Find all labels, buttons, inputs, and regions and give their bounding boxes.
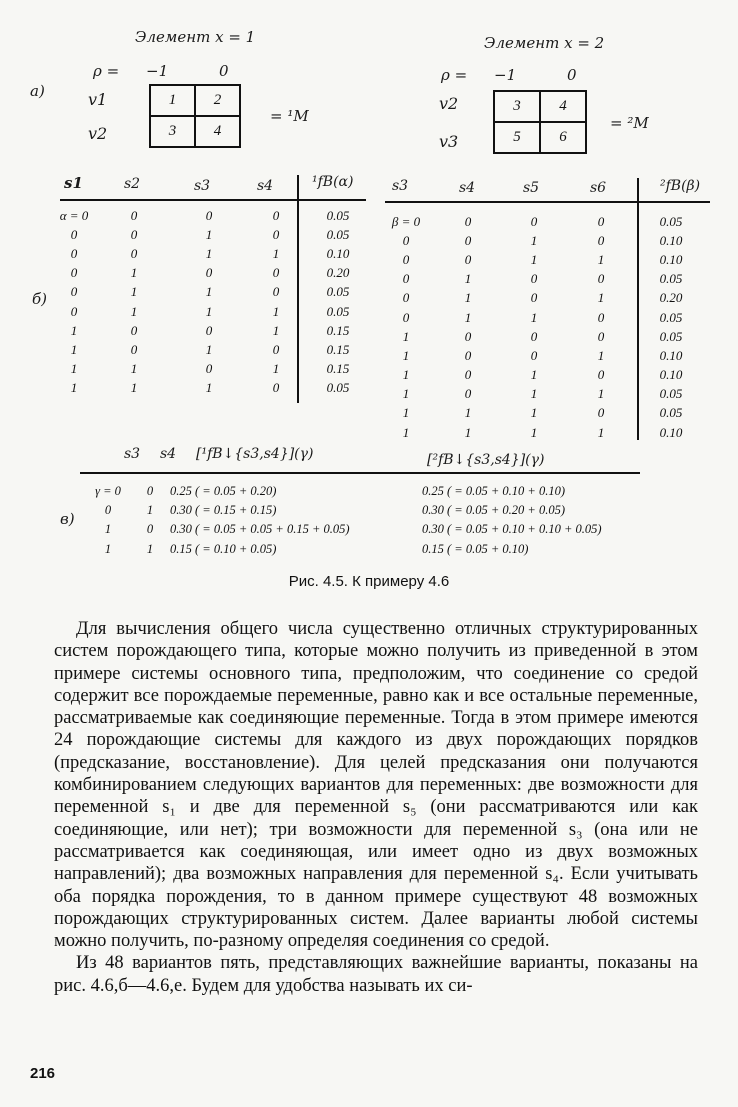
table-cell: 1 [402,328,410,344]
table-row [54,340,368,359]
table-cell: 0 [70,245,78,261]
table-cell: 0 [597,405,605,421]
element2-title: Элемент x = 2 [484,34,605,52]
table-cell: 0 [130,226,138,242]
table-cell: 1 [597,424,605,440]
table-cell: 1 [70,341,78,357]
element1-mask-equation: = ¹M [270,107,309,125]
element1-col-head: 0 [219,62,229,80]
table-row [376,346,708,365]
table-cell: 0.15 ( = 0.05 + 0.10) [422,541,529,556]
mask-cell: 1 [150,85,195,116]
right-header-rule [385,201,710,203]
table-cell: 0 [205,265,213,281]
table-cell: 0.05 [326,380,350,396]
c-header-s3: s3 [124,446,141,462]
table-cell: 1 [597,290,605,306]
table-cell: 0 [272,380,280,396]
table-row [376,250,708,269]
table-row [54,379,368,398]
element1-row-head: v1 [88,90,108,109]
mask-cell: 6 [540,122,586,153]
table-cell: 0 [205,207,213,223]
table-cell: β = 0 [391,213,421,229]
table-cell: 0 [205,322,213,338]
part-b-label: б) [32,290,48,308]
part-a-label: а) [30,82,45,100]
table-cell: 0 [402,232,410,248]
table-row [376,289,708,308]
table-row [376,327,708,346]
table-cell: 1 [464,424,472,440]
table-cell: 1 [402,424,410,440]
table-cell: 1 [130,284,138,300]
table-cell: 0.10 [659,424,683,440]
table-cell: 0 [464,232,472,248]
table-cell: 0 [402,271,410,287]
table-cell: 1 [402,367,410,383]
table-cell: 0 [130,245,138,261]
table-row [376,423,708,442]
table-cell: 0.05 [659,213,683,229]
table-cell: 1 [402,347,410,363]
table-cell: 1 [205,341,213,357]
table-cell: α = 0 [59,207,89,223]
table-cell: 1 [146,503,154,518]
table-cell: 0.15 [326,341,350,357]
table-cell: 0.30 ( = 0.05 + 0.05 + 0.15 + 0.05) [170,522,350,537]
table-cell: 0 [597,213,605,229]
paragraph: Из 48 вариантов пять, представляющих важнейшие варианты, показаны на рис. 4.6,б—4.6,е. Будем для удобства называть их си- [54,953,698,996]
table-cell: 1 [530,367,538,383]
table-cell: 1 [464,405,472,421]
table-cell: 0.05 [326,284,350,300]
table-cell: 0 [70,226,78,242]
table-cell: 0 [130,322,138,338]
body-text [54,618,698,997]
table-cell: 1 [205,245,213,261]
left-header-f1: ¹fB(α) [312,174,354,190]
table-cell: 1 [205,303,213,319]
table-cell: 0 [146,522,154,537]
table-cell: γ = 0 [95,484,121,499]
table-cell: 0.15 [326,322,350,338]
table-cell: 0.15 [326,361,350,377]
table-cell: 1 [530,309,538,325]
table-row [376,385,708,404]
table-cell: 0 [464,367,472,383]
table-cell: 0.05 [659,386,683,402]
table-cell: 0 [597,309,605,325]
table-cell: 0.30 ( = 0.15 + 0.15) [170,503,277,518]
table-cell: 0.25 ( = 0.05 + 0.20) [170,484,277,499]
right-header-s6: s6 [590,180,607,196]
table-cell: 1 [402,405,410,421]
table-cell: 1 [146,541,154,556]
table-cell: 0.05 [659,309,683,325]
element2-row-head: v2 [439,94,459,113]
table-cell: 1 [530,232,538,248]
table-row [376,404,708,423]
left-header-rule [60,199,366,201]
table-cell: 1 [70,322,78,338]
table-cell: 1 [530,386,538,402]
table-row [54,225,368,244]
table-row [376,212,708,231]
table-cell: 0.10 [659,251,683,267]
table-cell: 1 [104,541,112,556]
table-cell: 1 [130,380,138,396]
left-header-s2: s2 [124,176,141,192]
table-row [54,283,368,302]
table-cell: 0.05 [659,328,683,344]
projection-table [86,482,646,559]
table-cell: 1 [272,361,280,377]
table-row [376,231,708,250]
table-cell: 0 [530,328,538,344]
table-cell: 1 [597,386,605,402]
c-header-proj1: [¹fB↓{s3,s4}](γ) [196,446,314,462]
paragraph: Для вычисления общего числа существенно отличных структурированных систем порождающего типа, которые можно получить из приведенной в этом примере системы основного типа, предположим, что соединение со средой содержит все порождаемые переменные, равно как и все остальные переменные, рассматриваемые как соединяющие переменные. Тогда в этом примере имеются 24 порождающие системы для каждого из двух порождающих порядков (предсказание, восстановление). Для целей предсказания они получаются комбинированием следующих вариантов для переменных: две возможности для переменной s₁ и две для переменной s₅ (они рассматриваются или как соединяющие, или нет); три возможности для переменной s₃ (она или не рассматривается как соединяющая, или имеет одно из двух возможных направлений); два возможных направления для переменной s₄. Если учитывать оба порядка порождения, то в данном примере существуют 48 возможных порождающих структурированных систем. Далее варианты любой системы можно получить, по-разному определяя соединения со средой. [54,619,698,952]
mask-cell: 4 [195,116,240,147]
table-row [54,264,368,283]
table-cell: 1 [130,361,138,377]
table-cell: 1 [530,405,538,421]
table-cell: 1 [597,251,605,267]
element1-row-head: v2 [88,124,108,143]
table-cell: 0 [402,290,410,306]
table-cell: 0.05 [326,207,350,223]
table-cell: 0 [530,213,538,229]
table-cell: 0 [272,207,280,223]
table-cell: 0 [130,341,138,357]
table-cell: 0.30 ( = 0.05 + 0.10 + 0.10 + 0.05) [422,522,602,537]
table-cell: 1 [530,424,538,440]
table-cell: 1 [597,347,605,363]
table-cell: 1 [205,380,213,396]
mask-cell: 3 [494,91,540,122]
table-cell: 0.05 [326,226,350,242]
table-cell: 1 [130,303,138,319]
element2-row-head: v3 [439,132,459,151]
table-row [54,244,368,263]
table-cell: 0 [464,251,472,267]
table-cell: 0 [530,347,538,363]
table-cell: 1 [464,290,472,306]
table-cell: 1 [464,271,472,287]
c-header-s4: s4 [160,446,177,462]
table-cell: 0.05 [659,405,683,421]
c-header-proj2: [²fB↓{s3,s4}](γ) [427,452,545,468]
table-cell: 1 [272,322,280,338]
table-row [54,321,368,340]
right-header-s3: s3 [392,178,409,194]
table-cell: 0 [272,226,280,242]
table-cell: 0 [597,232,605,248]
element1-mask-grid [149,84,241,148]
table-cell: 1 [104,522,112,537]
table-cell: 0 [464,328,472,344]
table-cell: 1 [205,226,213,242]
table-row [54,206,368,225]
table-cell: 0 [402,251,410,267]
right-header-s5: s5 [523,180,540,196]
mask-cell: 2 [195,85,240,116]
table-cell: 1 [130,265,138,281]
table-cell: 0.25 ( = 0.05 + 0.10 + 0.10) [422,484,566,499]
table-row [376,308,708,327]
table-cell: 0 [70,265,78,281]
page-number: 216 [30,1065,56,1082]
table-cell: 0.10 [659,367,683,383]
table-row [54,302,368,321]
table-cell: 1 [272,303,280,319]
table-cell: 0.30 ( = 0.05 + 0.20 + 0.05) [422,503,566,518]
table-row [86,520,646,539]
table-cell: 1 [464,309,472,325]
table-cell: 0 [597,271,605,287]
left-function-table [54,206,368,398]
table-cell: 1 [530,251,538,267]
table-cell: 0 [530,290,538,306]
table-cell: 0 [597,367,605,383]
table-cell: 0 [272,284,280,300]
table-cell: 0.20 [659,290,683,306]
table-cell: 0.20 [326,265,350,281]
table-cell: 1 [402,386,410,402]
table-cell: 0.10 [326,245,350,261]
c-header-rule [80,472,640,474]
table-cell: 0 [104,503,112,518]
table-cell: 0 [130,207,138,223]
left-header-s3: s3 [194,178,211,194]
table-cell: 1 [205,284,213,300]
table-cell: 0 [464,386,472,402]
table-cell: 0 [272,341,280,357]
figure-caption: Рис. 4.5. К примеру 4.6 [288,573,450,590]
table-row [86,501,646,520]
table-cell: 1 [272,245,280,261]
table-row [86,482,646,501]
table-row [86,540,646,559]
table-cell: 0 [70,284,78,300]
table-cell: 1 [70,361,78,377]
table-cell: 0 [464,213,472,229]
table-cell: 0.10 [659,232,683,248]
table-cell: 0.15 ( = 0.10 + 0.05) [170,541,277,556]
element2-mask-equation: = ²M [610,114,649,132]
left-header-s1: s1 [64,174,83,192]
element1-rho-label: ρ = [93,62,120,80]
table-row [54,360,368,379]
table-cell: 0.05 [326,303,350,319]
element1-col-head: −1 [146,62,169,80]
mask-cell: 5 [494,122,540,153]
mask-cell: 3 [150,116,195,147]
table-cell: 1 [70,380,78,396]
table-cell: 0 [402,309,410,325]
table-cell: 0 [146,484,154,499]
element2-mask-grid [493,90,587,154]
table-cell: 0 [272,265,280,281]
element2-rho-label: ρ = [441,66,468,84]
right-header-s4: s4 [459,180,476,196]
right-header-f2: ²fB(β) [660,178,701,194]
table-cell: 0 [464,347,472,363]
table-cell: 0 [597,328,605,344]
part-c-label: в) [60,510,75,528]
table-cell: 0 [205,361,213,377]
element1-title: Элемент x = 1 [135,28,256,46]
table-cell: 0 [530,271,538,287]
table-cell: 0 [70,303,78,319]
left-header-s4: s4 [257,178,274,194]
table-cell: 0.10 [659,347,683,363]
mask-cell: 4 [540,91,586,122]
element2-col-head: −1 [494,66,517,84]
element2-col-head: 0 [567,66,577,84]
table-row [376,270,708,289]
right-function-table [376,212,708,442]
table-row [376,366,708,385]
table-cell: 0.05 [659,271,683,287]
